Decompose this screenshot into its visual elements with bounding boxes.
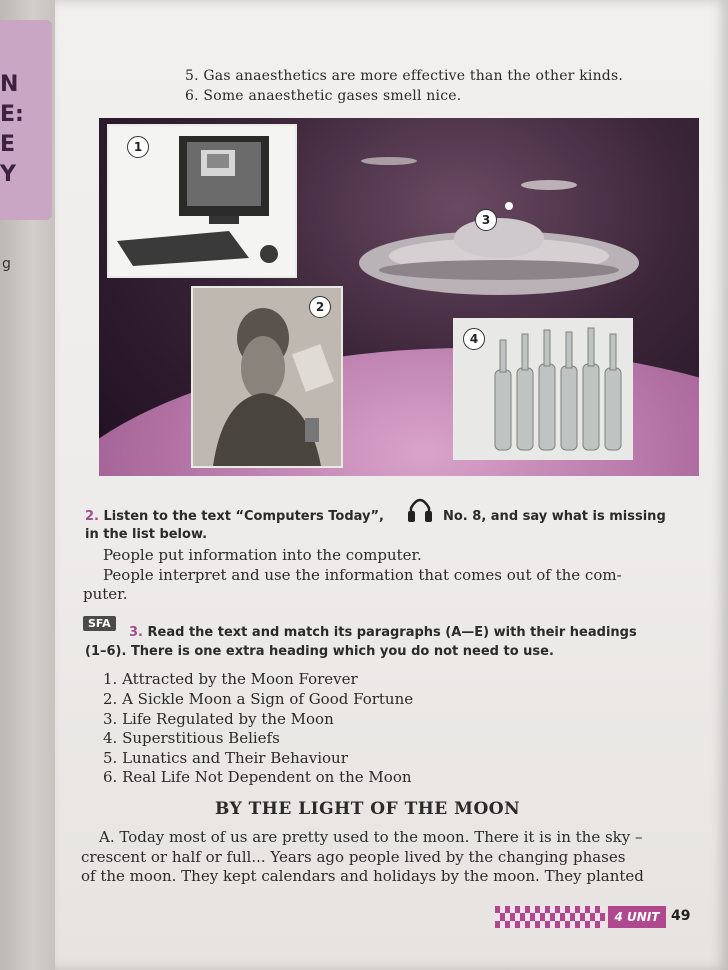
task-3-text-a: Read the text and match its paragraphs (A—E) with their headings (147, 625, 637, 640)
label-1: 1 (127, 136, 149, 158)
heading-item: 5. Lunatics and Their Behaviour (103, 749, 348, 767)
statement-5: 5. Gas anaesthetics are more effective than the other kinds. (185, 68, 623, 84)
adjacent-page-tab (0, 20, 52, 220)
reading-title: BY THE LIGHT OF THE MOON (215, 799, 521, 819)
portrait-panel (191, 286, 343, 468)
adjacent-page-fragment: g (2, 256, 11, 272)
statement-6: 6. Some anaesthetic gases smell nice. (185, 88, 462, 104)
footer-pattern (495, 906, 605, 928)
paragraph-line: crescent or half or full... Years ago people lived by the changing phases (81, 848, 626, 866)
list-line: People interpret and use the information that comes out of the com- (103, 566, 622, 584)
heading-item: 2. A Sickle Moon a Sign of Good Fortune (103, 690, 414, 708)
label-4: 4 (463, 328, 485, 350)
paragraph-line: A. Today most of us are pretty used to the moon. There it is in the sky – (99, 828, 643, 846)
tab-letter: E (0, 132, 16, 157)
heading-item: 1. Attracted by the Moon Forever (103, 670, 358, 688)
page-number: 49 (671, 908, 691, 924)
tab-letter: Y (0, 162, 16, 187)
heading-item: 3. Life Regulated by the Moon (103, 710, 334, 728)
task-3-instruction (129, 625, 637, 640)
list-line: People put information into the computer. (103, 546, 422, 564)
ampoules-panel (453, 318, 633, 460)
task-2-text-a: Listen to the text “Computers Today”, (103, 509, 384, 524)
task-2-text-c: in the list below. (85, 527, 208, 542)
computer-panel (107, 124, 297, 278)
heading-item: 4. Superstitious Beliefs (103, 729, 280, 747)
paragraph-line: of the moon. They kept calendars and holidays by the moon. They planted (81, 867, 644, 885)
task-2-text-b: No. 8, and say what is missing (443, 509, 666, 524)
label-3: 3 (475, 209, 497, 231)
task-2-instruction (85, 509, 384, 524)
unit-badge: 4 UNIT (608, 906, 666, 928)
headphones-icon (407, 494, 433, 524)
textbook-page (55, 0, 728, 970)
illustration-collage (99, 118, 699, 476)
tab-letter: E: (0, 102, 24, 127)
task-3-text-b: (1–6). There is one extra heading which you do not need to use. (85, 644, 554, 659)
label-2: 2 (309, 296, 331, 318)
distant-ufo-image (359, 153, 419, 167)
task-number: 3. (129, 625, 143, 640)
task-number: 2. (85, 509, 99, 524)
distant-ufo-image (519, 176, 579, 192)
sfa-badge: SFA (83, 616, 116, 631)
list-line: puter. (83, 585, 128, 603)
tab-letter: N (0, 72, 19, 97)
heading-item: 6. Real Life Not Dependent on the Moon (103, 768, 412, 786)
ufo-image (349, 198, 649, 308)
